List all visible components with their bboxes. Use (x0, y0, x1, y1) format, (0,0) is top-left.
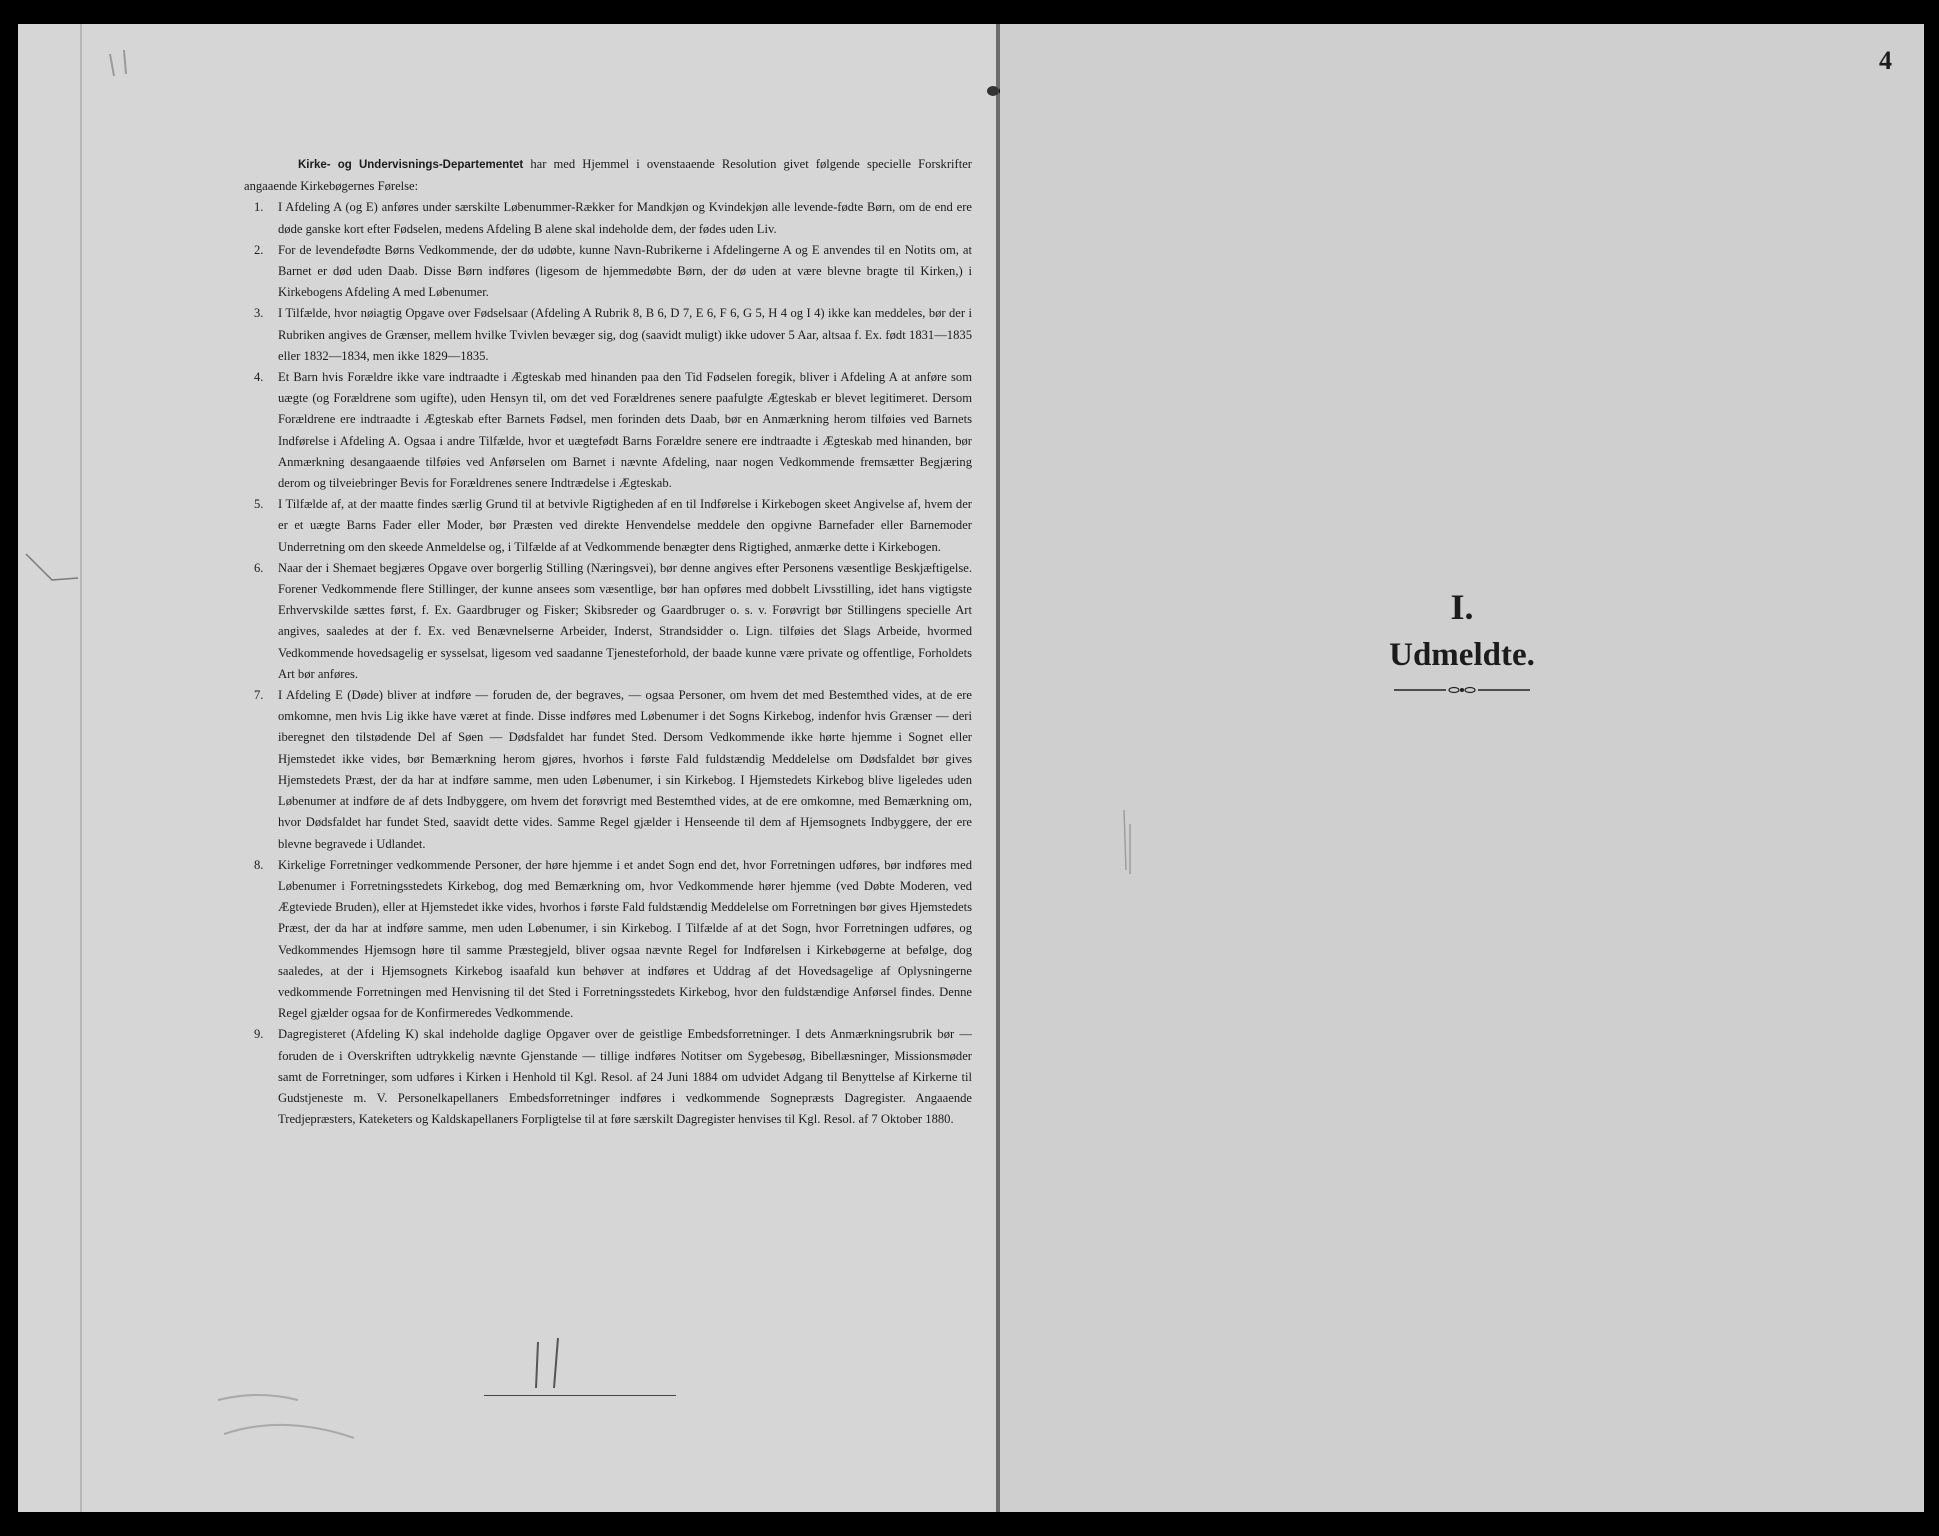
rule-text: I Afdeling E (Døde) bliver at indføre — foruden de, der begraves, — ogsaa Personer, om hvem det med Bestemthed vides, at de ere omkomne, men hvis Lig ikke have været at finde. Disse indføres med Løbenumer i det Sogns Kirkebog, indenfor hvis Grænser — deri iberegnet den tilstødende Del af Søen — Dødsfaldet har fundet Sted. Dersom Vedkommende ikke hørte hjemme i Sognet eller Hjemstedet ikke vides, bør Bemærkning herom gjøres, hvorhos i første Fald fuldstændig Meddelelse om Dødsfaldet bør gives Hjemstedets Præst, der da har at indføre samme, men uden Løbenumer, i sin Kirkebog. I Hjemstedets Kirkebog blive ligeledes uden Løbenumer at indføre de af dets Indbyggere, om hvem det forøvrigt med Bestemthed vides, at de ere omkomne, med Bemærkning om, hvor Dødsfaldet har fundet Sted, saavidt dette vides. Samme Regel gjælder i Henseende til dem af Hjemsognets Indbyggere, der ere blevne begravede i Udlandet. (278, 688, 972, 851)
rule-text: I Afdeling A (og E) anføres under særskilte Løbenummer-Rækker for Mandkjøn og Kvindekjøn alle levende-fødte Børn, om de end ere døde ganske kort efter Fødselen, medens Afdeling B alene skal indeholde dem, der fødes uden Liv. (278, 200, 972, 236)
intro-paragraph (244, 154, 972, 197)
rule-text: I Tilfælde af, at der maatte findes særlig Grund til at betvivle Rigtigheden af en til Indførelse i Kirkebogen skeet Angivelse af, hvem der er et uægte Barns Fader eller Moder, bør Præsten ved direkte Henvendelse meddele den opgivne Barnefader eller Barnemoder Underretning om den skeede Anmeldelse og, i Tilfælde af at Vedkommende benægter dens Rigtighed, anmærke dette i Kirkebogen. (278, 497, 972, 554)
rule-text: Kirkelige Forretninger vedkommende Personer, der høre hjemme i et andet Sogn end det, hvor Forretningen udføres, bør indføres med Løbenumer i Forretningsstedets Kirkebog, dog med Bemærkning om, hvor Vedkommende hører hjemme (ved Døbte Moderen, ved Ægteviede Bruden), eller at Hjemstedet ikke vides, hvorhos i første Fald fuldstændig Meddelelse om Forretningen bør gives Hjemstedets Præst, der da har at indføre samme, men uden Løbenumer, i sin Kirkebog. I Tilfælde af at det Sogn, hvor Forretningen udføres, og Vedkommendes Hjemsogn høre til samme Præstegjeld, bliver ogsaa nævnte Regel for Indførelsen i Kirkebøgerne at befølge, dog saaledes, at der i Hjemsognets Kirkebog isaafald kun behøver at indføres et Uddrag af det Hovedsagelige af Oplysningerne vedkommende Forretningen med Henvisning til det Sted i Forretningsstedets Kirkebog, hvor den fuldstændige Anførsel findes. Denne Regel gjælder ogsaa for de Konfirmeredes Vedkommende. (278, 857, 972, 1021)
rule-text: I Tilfælde, hvor nøiagtig Opgave over Fødselsaar (Afdeling A Rubrik 8, B 6, D 7, E 6, F 6, G 5, H 4 og I 4) ikke kan meddeles, bør der i Rubriken angives de Grænser, mellem hvilke Tvivlen bevæger sig, dog (saavidt muligt) ikke udover 5 Aar, altsaa f. Ex. født 1831—1835 eller 1832—1834, men ikke 1829—1835. (278, 306, 972, 363)
rule-number: 8. (254, 857, 264, 872)
rules-list (244, 197, 972, 1130)
right-page (1000, 24, 1924, 1512)
instructions-text (244, 154, 972, 1130)
section-heading (1000, 584, 1924, 699)
rule-number: 3. (254, 306, 264, 321)
section-title: Udmeldte. (1389, 637, 1535, 673)
rule-text: Dagregisteret (Afdeling K) skal indeholde daglige Opgaver over de geistlige Embedsforretninger. I dets Anmærkningsrubrik bør — foruden de i Overskriften udtrykkelig nævnte Gjenstande — tillige indføres Notitser om Sygebesøg, Bibellæsninger, Missionsmøder samt de Forretninger, som udføres i Kirken i Henhold til Kgl. Resol. af 24 Juni 1884 om udvidet Adgang til Benyttelse af Kirkerne til Gudstjeneste m. V. Personelkapellaners Embedsforretninger indføres i vedkommende Sognepræsts Dagregister. Angaaende Tredjepræsters, Kateketers og Kaldskapellaners Forpligtelse til at føre særskilt Dagregister henvises til Kgl. Resol. af 7 Oktober 1880. (278, 1027, 972, 1127)
left-page (18, 24, 996, 1512)
rule-number: 6. (254, 560, 264, 575)
rule-item (244, 303, 972, 367)
page-number: 4 (1879, 46, 1892, 75)
rule-number: 5. (254, 497, 264, 512)
rule-text: For de levendefødte Børns Vedkommende, der dø udøbte, kunne Navn-Rubrikerne i Afdelingerne A og E anvendes til en Notits om, at Barnet er død uden Daab. Disse Børn indføres (ligesom de hjemmedøbte Børn, der dø uden at være blevne bragte til Kirken,) i Kirkebogens Afdeling A med Løbenumer. (278, 242, 972, 300)
rule-number: 9. (254, 1027, 264, 1042)
rule-item (244, 855, 972, 1025)
rule-number: 2. (254, 242, 264, 257)
intro-text: har med Hjemmel i ovenstaaende Resolution givet følgende specielle Forskrifter angaaende Kirkebøgernes Førelse: (244, 157, 972, 194)
rule-number: 7. (254, 688, 264, 703)
rule-item (244, 558, 972, 685)
rule-number: 4. (254, 370, 264, 385)
section-roman-numeral: I. (1450, 587, 1474, 627)
rule-item (244, 367, 972, 494)
rule-text: Naar der i Shemaet begjæres Opgave over borgerlig Stilling (Næringsvei), bør denne angives efter Personens væsentlige Beskjæftigelse. Forener Vedkommende flere Stillinger, der kunne ansees som væsentlige, bør han opføres med dobbelt Livsstilling, idet hans vigtigste Erhvervskilde sættes først, f. Ex. Gaardbruger og Fisker; Skibsreder og Gaardbruger o. s. v. Forøvrigt bør Stillingens specielle Art angives, saaledes at der f. Ex. ved Benævnelserne Arbeider, Inderst, Strandsidder o. Lign. tilføies det Slags Arbeide, hvormed Vedkommende hovedsagelig er sysselsat, ligesom ved saadanne Tjenesteforhold, der baade kunne være private og offentlige, Forholdets Art bør anføres. (278, 560, 972, 681)
closing-rule (484, 1395, 676, 1396)
ornament-divider-icon (1394, 686, 1530, 694)
pencil-marks-icon (1000, 24, 1924, 1512)
rule-item (244, 240, 972, 304)
rule-item (244, 197, 972, 239)
rule-text: Et Barn hvis Forældre ikke vare indtraadte i Ægteskab med hinanden paa den Tid Fødselen foregik, bliver i Afdeling A at anføre som uægte (og Forældrene som ugifte), uden Hensyn til, om det ved Forældrenes senere paafulgte Ægteskab er blevet legitimeret. Dersom Forældrene ere indtraadte i Ægteskab efter Barnets Fødsel, men forinden dets Daab, bør en Anmærkning herom tilføies ved Barnets Indførelse i Afdeling A. Ogsaa i andre Tilfælde, hvor et uægtefødt Barns Forældre senere ere indtraadte i Ægteskab med hinanden, bør Anmærkning desangaaende tilføies ved Anførselen om Barnet i nævnte Afdeling, naar nogen Vedkommende fremsætter Begjæring derom og tilveiebringer Bevis for Forældrenes senere Indtrædelse i Ægteskab. (278, 370, 972, 491)
rule-item (244, 494, 972, 558)
rule-number: 1. (254, 200, 264, 215)
rule-item (244, 1024, 972, 1130)
rule-item (244, 685, 972, 855)
department-name: Kirke- og Undervisnings-Departementet (298, 159, 524, 171)
